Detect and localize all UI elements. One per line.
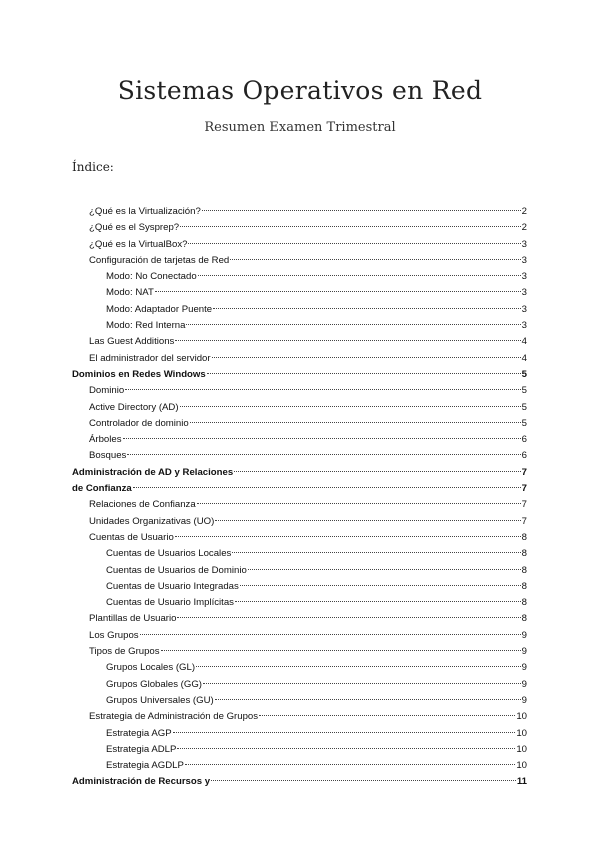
toc-entry[interactable] xyxy=(72,269,527,285)
toc-entry-page-number: 7 xyxy=(521,466,527,478)
toc-leader-dots xyxy=(175,340,520,341)
table-of-contents xyxy=(72,204,527,791)
toc-entry[interactable] xyxy=(72,497,527,513)
toc-leader-dots xyxy=(125,389,520,390)
document-title: Sistemas Operativos en Red xyxy=(117,76,483,105)
toc-entry-label: Active Directory (AD) xyxy=(89,401,179,413)
toc-entry[interactable] xyxy=(72,351,527,367)
toc-entry-page-number: 3 xyxy=(521,320,527,332)
toc-entry-label: de Confianza xyxy=(72,483,132,495)
toc-leader-dots xyxy=(123,438,521,439)
toc-entry[interactable] xyxy=(72,693,527,709)
toc-entry-page-number: 8 xyxy=(521,531,527,543)
toc-entry-page-number: 9 xyxy=(521,694,527,706)
toc-entry[interactable] xyxy=(72,758,527,774)
toc-entry-label: Estrategia AGP xyxy=(106,727,172,739)
toc-entry-label: Modo: NAT xyxy=(106,287,154,299)
toc-entry-page-number: 4 xyxy=(521,352,527,364)
toc-entry[interactable] xyxy=(72,611,527,627)
toc-entry[interactable] xyxy=(72,318,527,334)
toc-entry[interactable] xyxy=(72,530,527,546)
toc-leader-dots xyxy=(140,634,521,635)
toc-entry-label: Grupos Universales (GU) xyxy=(106,694,214,706)
toc-entry[interactable] xyxy=(72,383,527,399)
toc-entry-page-number: 5 xyxy=(521,368,527,380)
toc-entry-page-number: 8 xyxy=(521,613,527,625)
toc-leader-dots xyxy=(240,585,521,586)
toc-entry[interactable] xyxy=(72,416,527,432)
toc-entry-label: Dominios en Redes Windows xyxy=(72,368,206,380)
toc-entry-page-number: 7 xyxy=(521,483,527,495)
toc-leader-dots xyxy=(202,210,521,211)
toc-leader-dots xyxy=(175,536,521,537)
toc-entry-page-number: 8 xyxy=(521,580,527,592)
toc-leader-dots xyxy=(186,324,520,325)
toc-entry-page-number: 5 xyxy=(521,401,527,413)
toc-entry-label: Estrategia de Administración de Grupos xyxy=(89,711,259,723)
toc-entry-page-number: 9 xyxy=(521,662,527,674)
toc-entry[interactable] xyxy=(72,465,527,481)
toc-leader-dots xyxy=(207,373,521,374)
toc-entry[interactable] xyxy=(72,644,527,660)
toc-leader-dots xyxy=(180,226,521,227)
toc-leader-dots xyxy=(215,520,520,521)
toc-entry-page-number: 2 xyxy=(521,206,527,217)
toc-leader-dots xyxy=(180,406,521,407)
toc-entry[interactable] xyxy=(72,726,527,742)
toc-entry[interactable] xyxy=(72,204,527,220)
toc-entry-page-number: 9 xyxy=(521,646,527,658)
toc-entry-label: Cuentas de Usuario xyxy=(89,531,174,543)
toc-leader-dots xyxy=(235,601,521,602)
toc-leader-dots xyxy=(161,650,521,651)
toc-entry[interactable] xyxy=(72,579,527,595)
toc-entry-page-number: 3 xyxy=(521,303,527,315)
toc-entry-label: Modo: Adaptador Puente xyxy=(106,303,213,315)
toc-entry-label: Cuentas de Usuario Integradas xyxy=(106,580,239,592)
toc-leader-dots xyxy=(213,308,521,309)
toc-entry-label: Árboles xyxy=(89,434,122,446)
toc-entry-page-number: 5 xyxy=(521,385,527,397)
toc-entry-label: Cuentas de Usuarios de Dominio xyxy=(106,564,247,576)
toc-entry-page-number: 6 xyxy=(521,450,527,462)
toc-entry-page-number: 8 xyxy=(521,597,527,609)
toc-entry[interactable] xyxy=(72,514,527,530)
toc-entry-label: Configuración de tarjetas de Red xyxy=(89,254,230,266)
toc-entry-label: ¿Qué es la Virtualización? xyxy=(89,206,201,217)
toc-leader-dots xyxy=(215,699,521,700)
toc-leader-dots xyxy=(197,503,521,504)
toc-entry-label: ¿Qué es la VirtualBox? xyxy=(89,238,188,250)
toc-entry[interactable] xyxy=(72,774,527,790)
toc-entry[interactable] xyxy=(72,432,527,448)
toc-entry[interactable] xyxy=(72,220,527,236)
index-heading: Índice: xyxy=(72,160,114,174)
toc-entry-label: Controlador de dominio xyxy=(89,417,189,429)
toc-entry-page-number: 5 xyxy=(521,417,527,429)
toc-entry-page-number: 3 xyxy=(521,254,527,266)
toc-leader-dots xyxy=(259,715,515,716)
toc-entry-label: Estrategia AGDLP xyxy=(106,760,184,772)
toc-entry[interactable] xyxy=(72,253,527,269)
toc-entry-page-number: 8 xyxy=(521,548,527,560)
toc-leader-dots xyxy=(230,259,520,260)
toc-entry[interactable] xyxy=(72,677,527,693)
toc-entry-label: Relaciones de Confianza xyxy=(89,499,196,511)
toc-entry[interactable] xyxy=(72,400,527,416)
toc-entry-label: Bosques xyxy=(89,450,127,462)
toc-entry-page-number: 3 xyxy=(521,238,527,250)
toc-entry-page-number: 11 xyxy=(516,776,527,788)
toc-entry[interactable] xyxy=(72,481,527,497)
toc-entry-page-number: 6 xyxy=(521,434,527,446)
toc-entry-page-number: 3 xyxy=(521,287,527,299)
toc-entry-label: Plantillas de Usuario xyxy=(89,613,177,625)
toc-leader-dots xyxy=(173,732,516,733)
toc-entry-page-number: 9 xyxy=(521,629,527,641)
toc-leader-dots xyxy=(190,422,521,423)
toc-entry-label: Modo: No Conectado xyxy=(106,271,197,283)
toc-entry-label: Los Grupos xyxy=(89,629,139,641)
toc-leader-dots xyxy=(212,357,521,358)
toc-leader-dots xyxy=(177,617,520,618)
toc-entry-label: El administrador del servidor xyxy=(89,352,211,364)
toc-leader-dots xyxy=(188,243,520,244)
toc-entry[interactable] xyxy=(72,237,527,253)
toc-entry-page-number: 10 xyxy=(516,727,527,739)
toc-leader-dots xyxy=(133,487,521,488)
toc-entry-label: ¿Qué es el Sysprep? xyxy=(89,222,180,234)
toc-leader-dots xyxy=(155,291,521,292)
toc-leader-dots xyxy=(127,454,520,455)
toc-entry[interactable] xyxy=(72,285,527,301)
toc-entry-label: Administración de Recursos y xyxy=(72,776,211,788)
toc-entry-page-number: 10 xyxy=(516,760,527,772)
toc-entry-page-number: 3 xyxy=(521,271,527,283)
toc-entry-label: Las Guest Additions xyxy=(89,336,175,348)
toc-entry-page-number: 10 xyxy=(516,711,527,723)
toc-entry-page-number: 4 xyxy=(521,336,527,348)
toc-entry-label: Grupos Globales (GG) xyxy=(106,678,202,690)
toc-entry[interactable] xyxy=(72,595,527,611)
toc-entry[interactable] xyxy=(72,628,527,644)
toc-entry[interactable] xyxy=(72,546,527,562)
toc-entry-page-number: 7 xyxy=(521,515,527,527)
toc-entry-page-number: 2 xyxy=(521,222,527,234)
toc-leader-dots xyxy=(232,552,520,553)
toc-entry-label: Unidades Organizativas (UO) xyxy=(89,515,215,527)
toc-entry[interactable] xyxy=(72,563,527,579)
toc-entry[interactable] xyxy=(72,367,527,383)
toc-entry-label: Cuentas de Usuario Implícitas xyxy=(106,597,234,609)
toc-entry[interactable] xyxy=(72,448,527,464)
toc-entry[interactable] xyxy=(72,660,527,676)
toc-entry-page-number: 10 xyxy=(516,743,527,755)
toc-entry-label: Grupos Locales (GL) xyxy=(106,662,196,674)
toc-entry-page-number: 9 xyxy=(521,678,527,690)
toc-leader-dots xyxy=(185,764,515,765)
toc-entry-label: Modo: Red Interna xyxy=(106,320,186,332)
document-subtitle: Resumen Examen Trimestral xyxy=(204,120,396,135)
toc-leader-dots xyxy=(203,683,521,684)
toc-entry[interactable] xyxy=(72,709,527,725)
toc-leader-dots xyxy=(248,569,521,570)
toc-entry[interactable] xyxy=(72,334,527,350)
toc-entry-page-number: 7 xyxy=(521,499,527,511)
toc-leader-dots xyxy=(196,666,521,667)
toc-leader-dots xyxy=(177,748,515,749)
toc-entry[interactable] xyxy=(72,302,527,318)
toc-entry[interactable] xyxy=(72,742,527,758)
toc-entry-label: Cuentas de Usuarios Locales xyxy=(106,548,232,560)
toc-leader-dots xyxy=(198,275,521,276)
toc-entry-label: Estrategia ADLP xyxy=(106,743,177,755)
toc-leader-dots xyxy=(211,780,516,781)
toc-entry-page-number: 8 xyxy=(521,564,527,576)
toc-entry-label: Administración de AD y Relaciones xyxy=(72,466,234,478)
toc-entry-label: Dominio xyxy=(89,385,125,397)
toc-entry-label: Tipos de Grupos xyxy=(89,646,160,658)
toc-leader-dots xyxy=(234,471,520,472)
